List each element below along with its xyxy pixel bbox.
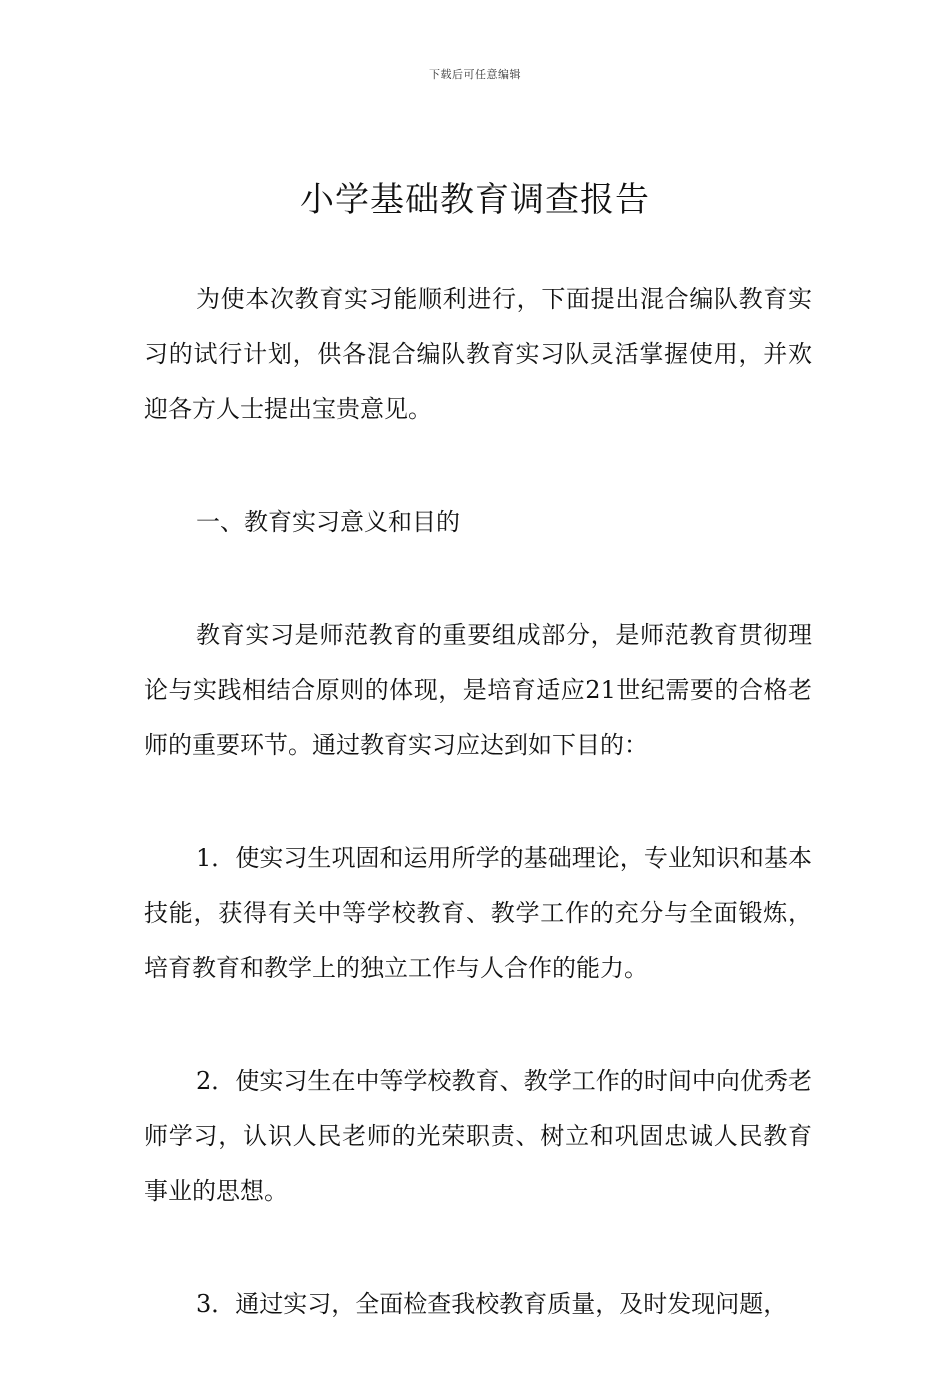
goal-item-2: 2．使实习生在中等学校教育、教学工作的时间中向优秀老师学习，认识人民老师的光荣职责、树立和巩固忠诚人民教育事业的思想。	[144, 1067, 812, 1205]
header-note: 下载后可任意编辑	[429, 68, 521, 81]
goal-item-3: 3．通过实习，全面检查我校教育质量，及时发现问题，	[196, 1290, 788, 1318]
purpose-paragraph: 教育实习是师范教育的重要组成部分，是师范教育贯彻理论与实践相结合原则的体现，是培育适应21世纪需要的合格老师的重要环节。通过教育实习应达到如下目的：	[144, 621, 812, 759]
section-heading: 一、教育实习意义和目的	[196, 508, 460, 536]
intro-paragraph: 为使本次教育实习能顺利进行，下面提出混合编队教育实习的试行计划，供各混合编队教育实习队灵活掌握使用，并欢迎各方人士提出宝贵意见。	[144, 285, 812, 423]
document-title: 小学基础教育调查报告	[300, 180, 650, 220]
document-body	[144, 272, 812, 1390]
goal-item-1: 1．使实习生巩固和运用所学的基础理论，专业知识和基本技能，获得有关中等学校教育、教学工作的充分与全面锻炼，培育教育和教学上的独立工作与人合作的能力。	[144, 844, 812, 982]
